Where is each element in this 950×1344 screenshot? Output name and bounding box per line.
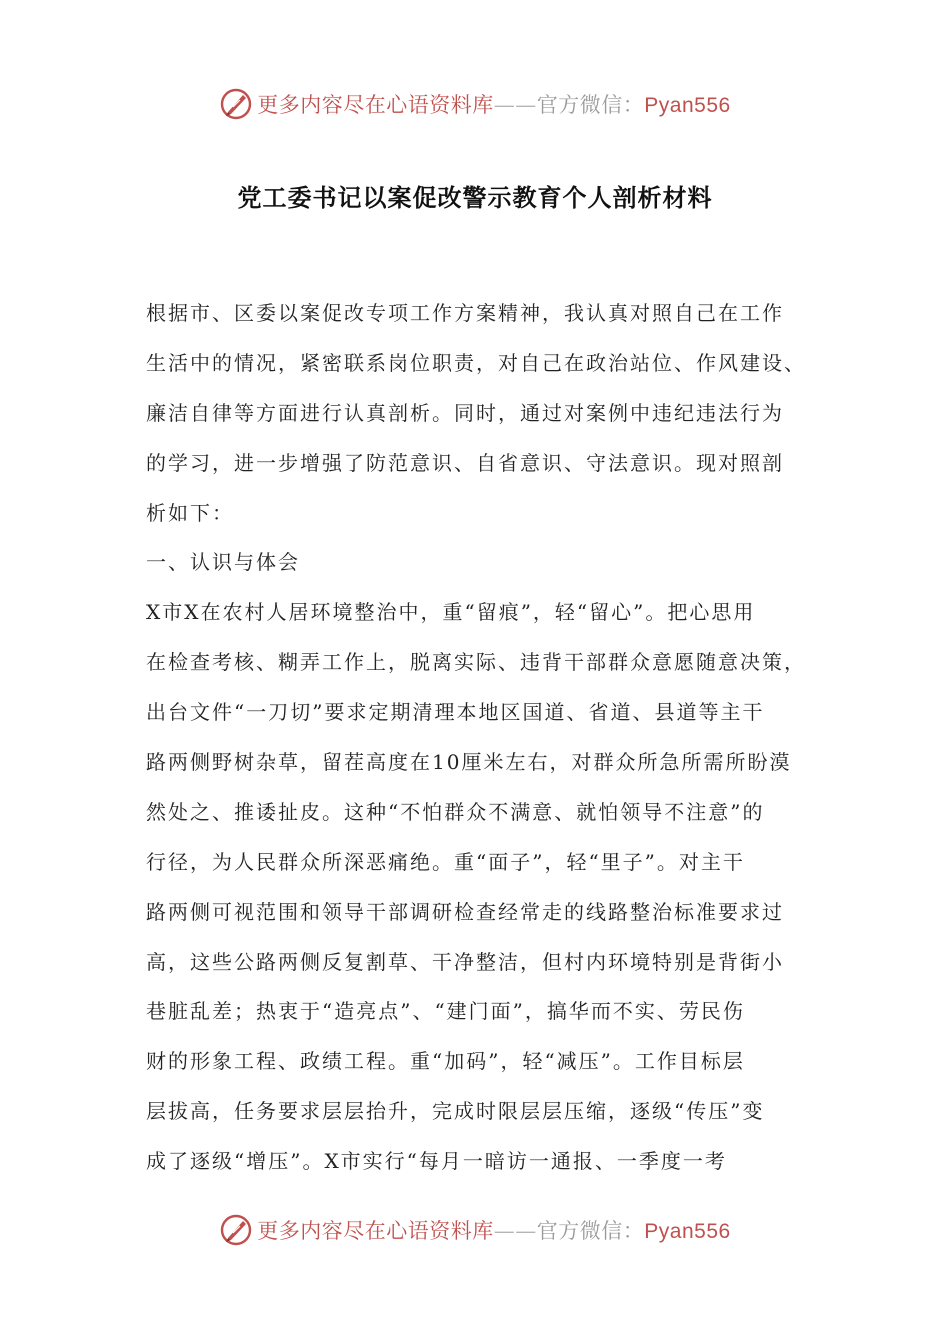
body-line: 廉洁自律等方面进行认真剖析。同时，通过对案例中违纪违法行为 <box>146 400 784 425</box>
body-line: 然处之、推诿扯皮。这种“不怕群众不满意、就怕领导不注意”的 <box>146 799 765 824</box>
banner-text <box>257 1215 730 1245</box>
body-line: 出台文件“一刀切”要求定期清理本地区国道、省道、县道等主干 <box>146 700 765 725</box>
body-line: 路两侧可视范围和领导干部调研检查经常走的线路整治标准要求过 <box>146 899 784 924</box>
document-body <box>146 289 826 1187</box>
banner-library-text: 更多内容尽在心语资料库 <box>257 1219 494 1243</box>
section-heading: 一、认识与体会 <box>146 550 300 575</box>
body-line: 路两侧野树杂草，留茬高度在10厘米左右，对群众所急所需所盼漠 <box>146 750 792 775</box>
header-banner <box>0 82 950 126</box>
banner-account-label: 官方微信： <box>536 93 645 117</box>
body-line: 析如下： <box>146 500 234 525</box>
body-line: 在检查考核、糊弄工作上，脱离实际、违背干部群众意愿随意决策， <box>146 650 806 675</box>
body-line: 成了逐级“增压”。X市实行“每月一暗访一通报、一季度一考 <box>146 1149 727 1174</box>
body-line: X市X在农村人居环境整治中，重“留痕”，轻“留心”。把心思用 <box>146 600 756 625</box>
banner-account-id: Pyan556 <box>644 94 731 117</box>
banner-text <box>257 89 730 119</box>
body-line: 的学习，进一步增强了防范意识、自省意识、守法意识。现对照剖 <box>146 450 784 475</box>
body-line: 高，这些公路两侧反复割草、干净整洁，但村内环境特别是背街小 <box>146 949 784 974</box>
document-title: 党工委书记以案促改警示教育个人剖析材料 <box>237 184 713 212</box>
footer-banner <box>0 1208 950 1252</box>
body-line: 生活中的情况，紧密联系岗位职责，对自己在政治站位、作风建设、 <box>146 350 806 375</box>
banner-account-label: 官方微信： <box>536 1219 645 1243</box>
body-line: 行径，为人民群众所深恶痛绝。重“面子”，轻“里子”。对主干 <box>146 849 745 874</box>
quill-logo-icon <box>219 1213 253 1247</box>
body-line: 巷脏乱差；热衷于“造亮点”、“建门面”，搞华而不实、劳民伤 <box>146 999 745 1024</box>
body-line: 财的形象工程、政绩工程。重“加码”，轻“减压”。工作目标层 <box>146 1049 745 1074</box>
banner-separator: —— <box>493 93 537 117</box>
banner-account-id: Pyan556 <box>644 1220 731 1243</box>
quill-logo-icon <box>219 87 253 121</box>
body-line: 根据市、区委以案促改专项工作方案精神，我认真对照自己在工作 <box>146 301 784 325</box>
body-line: 层拔高，任务要求层层抬升，完成时限层层压缩，逐级“传压”变 <box>146 1099 765 1124</box>
banner-separator: —— <box>493 1219 537 1243</box>
banner-library-text: 更多内容尽在心语资料库 <box>257 93 494 117</box>
